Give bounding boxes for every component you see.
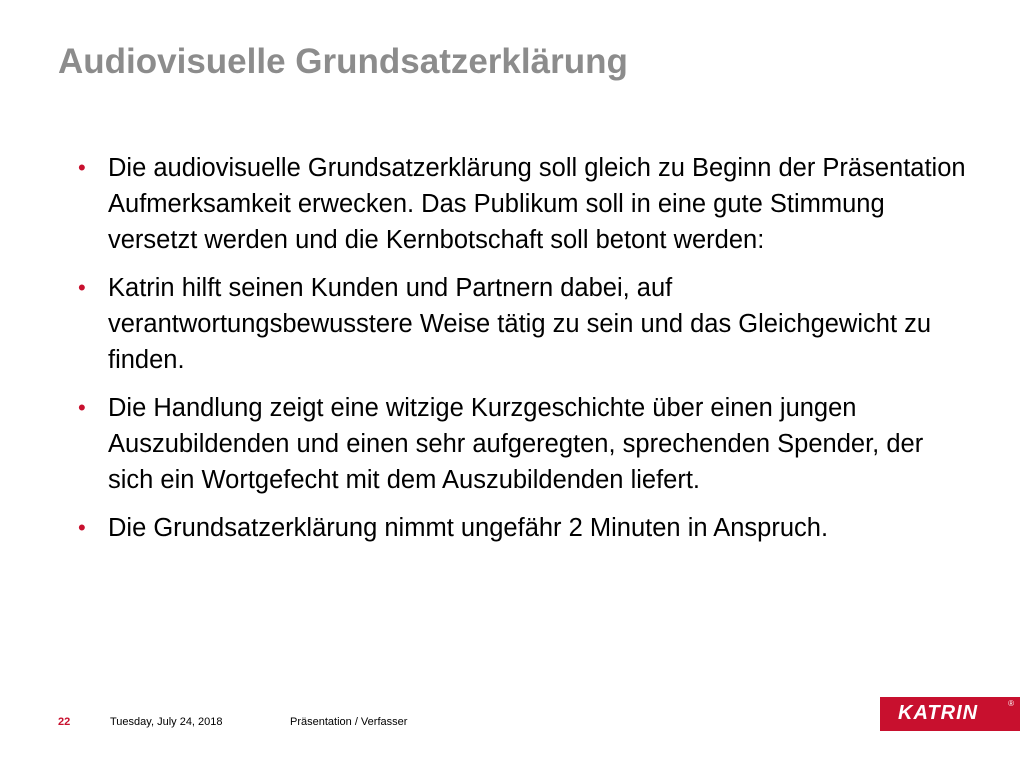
registered-mark: ® xyxy=(1008,699,1014,708)
bullet-list xyxy=(72,150,972,558)
bullet-icon: • xyxy=(78,395,86,420)
bullet-text: Die Grundsatzerklärung nimmt ungefähr 2 Minuten in Anspruch. xyxy=(108,514,829,542)
bullet-item xyxy=(72,390,972,498)
page-number: 22 xyxy=(58,716,71,728)
bullet-item xyxy=(72,270,972,378)
bullet-icon: • xyxy=(78,275,86,300)
bullet-text: Die Handlung zeigt eine witzige Kurzgeschichte über einen jungen Auszubildenden und einen sehr aufgeregten, sprechenden Spender, der sich ein Wortgefecht mit dem Auszubildenden liefert. xyxy=(108,394,924,494)
slide-title: Audiovisuelle Grundsatzerklärung xyxy=(58,42,628,81)
logo-text: KATRIN xyxy=(898,702,979,724)
bullet-text: Die audiovisuelle Grundsatzerklärung soll gleich zu Beginn der Präsentation Aufmerksamkeit erwecken. Das Publikum soll in eine gute Stimmung versetzt werden und die Kernbotschaft soll betont werden: xyxy=(108,154,966,254)
bullet-item xyxy=(72,150,972,258)
bullet-icon: • xyxy=(78,155,86,180)
bullet-icon: • xyxy=(78,515,86,540)
bullet-item xyxy=(72,510,972,546)
bullet-text: Katrin hilft seinen Kunden und Partnern dabei, auf verantwortungsbewusstere Weise tätig zu sein und das Gleichgewicht zu finden. xyxy=(108,274,932,374)
footer-author: Präsentation / Verfasser xyxy=(290,716,408,728)
footer-date: Tuesday, July 24, 2018 xyxy=(110,716,223,728)
katrin-logo xyxy=(880,697,1020,731)
